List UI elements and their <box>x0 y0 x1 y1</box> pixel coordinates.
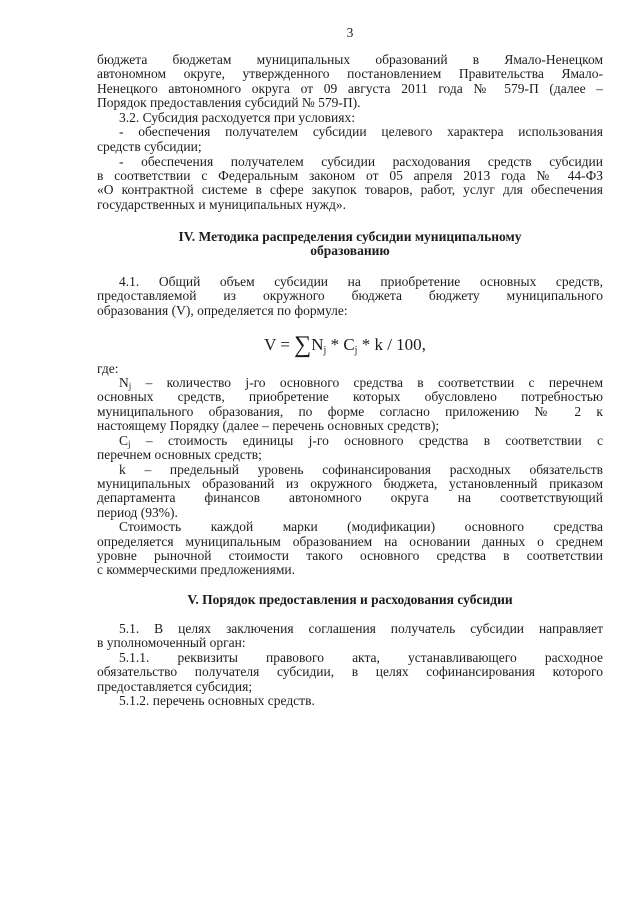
definition-n-text: – количество j-го основного средства в соответствии с перечнем <box>145 375 603 390</box>
definition-n-line: муниципального образования, по форме согласно приложению № 2 к <box>97 404 603 419</box>
definition-n-subscript: j <box>128 381 132 391</box>
formula-tail: * k / 100, <box>361 335 426 354</box>
cost-paragraph-line: уровне рыночной стоимости такого основного средства в соответствии <box>97 548 603 563</box>
clause-4-1-line: 4.1. Общий объем субсидии на приобретение основных средств, <box>119 274 603 289</box>
clause-4-1-line: предоставляемой из окружного бюджета бюджету муниципального <box>97 288 603 303</box>
continuation-line: Ненецкого автономного округа от 09 августа 2011 года № 579-П (далее – <box>97 81 603 96</box>
clause-5-1-1-line: 5.1.1. реквизиты правового акта, устанавливающего расходное <box>119 650 603 665</box>
continuation-line: автономном округе, утвержденного постановлением Правительства Ямало- <box>97 66 603 81</box>
definition-c-text: – стоимость единицы j-го основного средства в соответствии с <box>145 433 604 448</box>
cost-paragraph-line: определяется муниципальным образованием на основании данных о среднем <box>97 534 603 549</box>
continuation-line: бюджета бюджетам муниципальных образований в Ямало-Ненецком <box>97 52 603 67</box>
continuation-line: Порядок предоставления субсидий № 579-П). <box>97 95 361 110</box>
cost-paragraph-line: с коммерческими предложениями. <box>97 562 296 577</box>
section-4-heading: образованию <box>310 243 390 258</box>
condition-2-line: государственных и муниципальных нужд». <box>97 197 346 212</box>
condition-1-line: - обеспечения получателем субсидии целевого характера использования <box>119 124 603 139</box>
definition-k-line: департамента финансов автономного округа на соответствующий <box>97 490 603 505</box>
clause-5-1-1-line: предоставляется субсидия; <box>97 679 253 694</box>
section-4-heading: IV. Методика распределения субсидии муниципальному <box>178 229 522 244</box>
formula-n-subscript: j <box>323 345 327 356</box>
definition-n-line: настоящему Порядку (далее – перечень основных средств); <box>97 418 440 433</box>
formula-v: V <box>264 335 277 354</box>
clause-3-2: 3.2. Субсидия расходуется при условиях: <box>119 110 355 125</box>
section-5-heading: V. Порядок предоставления и расходования субсидии <box>187 592 513 607</box>
formula-c: C <box>343 335 355 354</box>
where-label: где: <box>97 361 119 376</box>
condition-2-line: в соответствии с Федеральным законом от 05 апреля 2013 года № 44-ФЗ <box>97 168 603 183</box>
definition-k-line: период (93%). <box>97 505 178 520</box>
sum-symbol: ∑ <box>294 332 312 358</box>
definition-c-line: перечнем основных средств; <box>97 447 262 462</box>
page-number: 3 <box>346 25 354 40</box>
definition-c-symbol: C <box>119 433 129 448</box>
condition-2-line: - обеспечения получателем субсидии расходования средств субсидии <box>119 154 603 169</box>
definition-c-subscript: j <box>128 439 131 449</box>
cost-paragraph-line: Стоимость каждой марки (модификации) основного средства <box>119 519 603 534</box>
definition-n-line: основных средств, приобретение которых обусловлено потребностью <box>97 389 603 404</box>
condition-2-line: «О контрактной системе в сфере закупок товаров, работ, услуг для обеспечения <box>97 182 603 197</box>
formula-c-subscript: j <box>354 345 358 356</box>
formula-n: N <box>311 335 324 354</box>
clause-5-1-1-line: обязательство получателя субсидии, в целях софинансирования которого <box>97 664 603 679</box>
clause-5-1-line: в уполномоченный орган: <box>97 635 246 650</box>
subsidy-formula <box>97 331 593 359</box>
clause-4-1-line: образования (V), определяется по формуле: <box>97 303 348 318</box>
condition-1-line: средств субсидии; <box>97 139 202 154</box>
definition-n-symbol: N <box>119 375 129 390</box>
definition-k-line: муниципальных образований из окружного бюджета, установленный приказом <box>97 476 603 491</box>
definition-k-line: k – предельный уровень софинансирования расходных обязательств <box>119 462 603 477</box>
formula-multiply: * <box>330 335 340 354</box>
formula-equals: = <box>280 335 290 354</box>
clause-5-1-line: 5.1. В целях заключения соглашения получатель субсидии направляет <box>119 621 603 636</box>
clause-5-1-2: 5.1.2. перечень основных средств. <box>119 693 315 708</box>
